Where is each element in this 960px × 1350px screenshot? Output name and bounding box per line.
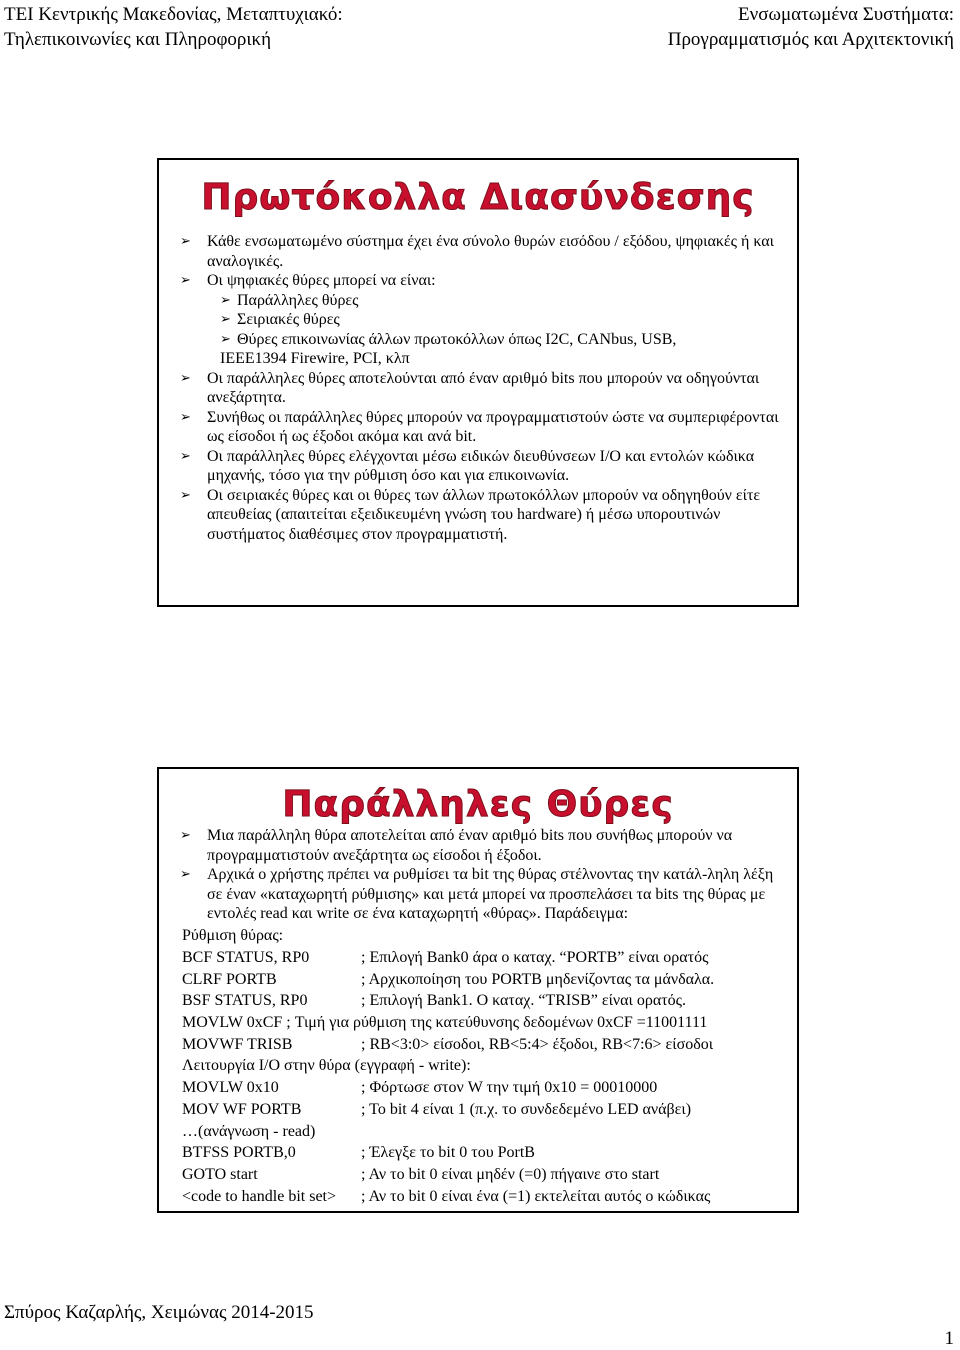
header-right-line1: Ενσωματωμένα Συστήματα: — [738, 4, 954, 25]
arrowhead-icon: ➢ — [180, 867, 191, 882]
arrowhead-icon: ➢ — [180, 370, 191, 386]
setup-label: Ρύθμιση θύρας: — [182, 926, 284, 944]
header-left-line1: ΤΕΙ Κεντρικής Μακεδονίας, Μεταπτυχιακό: — [4, 4, 343, 25]
slide-body — [177, 232, 791, 544]
code-line — [177, 1034, 791, 1056]
header-right — [668, 2, 954, 52]
footer-author: Σπύρος Καζαρλής, Χειμώνας 2014-2015 — [4, 1302, 314, 1323]
slide-title: Παράλληλες Θύρες — [282, 784, 674, 825]
header-left-line2: Τηλεπικοινωνίες και Πληροφορική — [4, 29, 272, 50]
bullet-item — [177, 865, 791, 924]
code-block — [177, 947, 791, 1207]
arrowhead-icon: ➢ — [220, 312, 231, 327]
bullet-item — [177, 486, 791, 545]
bullet-text: Οι ψηφιακές θύρες μπορεί να είναι: — [207, 272, 436, 289]
arrowhead-icon: ➢ — [180, 409, 191, 425]
io-label: Λειτουργία I/O στην θύρα (εγγραφή - write): — [182, 1057, 471, 1075]
sub-bullet-text: Σειριακές θύρες — [237, 311, 340, 328]
bullet-text: Οι παράλληλες θύρες αποτελούνται από έναν αριθμό bits που μπορούν να οδηγούνται ανεξάρτητα. — [207, 369, 760, 406]
code-line: MOVLW 0xCF ; Τιμή για ρύθμιση της κατεύθυνσης δεδομένων 0xCF =11001111 — [182, 1014, 708, 1032]
code-comment: ; Έλεγξε το bit 0 του PortB — [361, 1144, 535, 1162]
header-right-line2: Προγραμματισμός και Αρχιτεκτονική — [667, 29, 954, 50]
code-instruction: MOV WF PORTB — [182, 1100, 302, 1118]
code-comment: ; Αρχικοποίηση του PORTB μηδενίζοντας τα μάνδαλα. — [361, 970, 715, 988]
sub-bullet-text: Παράλληλες θύρες — [237, 291, 359, 309]
slide-body — [177, 826, 791, 1207]
arrowhead-icon: ➢ — [180, 487, 191, 503]
code-instruction: MOVWF TRISB — [182, 1035, 293, 1053]
code-instruction: BTFSS PORTB,0 — [182, 1144, 296, 1162]
arrowhead-icon: ➢ — [180, 828, 191, 843]
bullet-text: Οι σειριακές θύρες και οι θύρες των άλλων πρωτοκόλλων μπορούν να οδηγηθούν είτε απευθείας (απαιτείται εξειδικευμένη γνώση του hardware) ή μέσω υπορουτινών συστήματος διαθέσιμες στον προγραμματιστή. — [207, 486, 761, 543]
code-line — [177, 969, 791, 991]
bullet-item — [177, 447, 791, 486]
bullet-item — [177, 369, 791, 408]
sub-bullet-item — [177, 310, 791, 330]
code-line — [177, 1186, 791, 1208]
bullet-text: Κάθε ενσωματωμένο σύστημα έχει ένα σύνολο θυρών εισόδου / εξόδου, ψηφιακές ή και αναλογικές. — [207, 233, 774, 270]
code-comment: ; Το bit 4 είναι 1 (π.χ. το συνδεδεμένο LED ανάβει) — [361, 1100, 692, 1118]
bullet-item — [177, 232, 791, 271]
bullet-item — [177, 271, 791, 291]
bullet-text: Συνήθως οι παράλληλες θύρες μπορούν να προγραμματιστούν ώστε να συμπεριφέρονται ως είσοδοι ή ως έξοδοι ακόμα και ανά bit. — [207, 408, 779, 445]
code-comment: ; RB<3:0> είσοδοι, RB<5:4> έξοδοι, RB<7:6> είσοδοι — [361, 1035, 714, 1053]
code-instruction: CLRF PORTB — [182, 970, 277, 988]
code-line — [177, 1077, 791, 1099]
code-comment: ; Φόρτωσε στον W την τιμή 0x10 = 00010000 — [361, 1079, 658, 1097]
code-instruction: BCF STATUS, RP0 — [182, 949, 310, 966]
arrowhead-icon: ➢ — [180, 448, 191, 464]
header-left — [4, 2, 343, 52]
bullet-text: Αρχικά ο χρήστης πρέπει να ρυθμίσει τα bit της θύρας στέλνοντας την κατάλ-ληλη λέξη σε έναν «καταχωρητή ρύθμισης» και μετά μπορεί να προσπελάσει τα bits της θύρας με εντολές read και write σε ένα καταχωρητή «θύρας». Παράδειγμα: — [207, 866, 774, 922]
arrowhead-icon: ➢ — [180, 273, 191, 288]
read-label: …(ανάγνωση - read) — [182, 1122, 316, 1140]
code-comment: ; Επιλογή Bank0 άρα ο καταχ. “PORTB” είναι ορατός — [361, 949, 709, 966]
bullet-item — [177, 826, 791, 865]
slide-title: Πρωτόκολλα Διασύνδεσης — [201, 177, 755, 218]
arrowhead-icon: ➢ — [220, 292, 231, 308]
sub-bullet-continuation: IEEE1394 Firewire, PCI, κλπ — [220, 350, 410, 367]
code-instruction: <code to handle bit set> — [182, 1187, 337, 1205]
code-comment: ; Αν το bit 0 είναι μηδέν (=0) πήγαινε στο start — [361, 1165, 660, 1183]
code-line — [177, 1142, 791, 1164]
code-line — [177, 947, 791, 969]
bullet-item — [177, 408, 791, 447]
arrowhead-icon: ➢ — [220, 331, 231, 347]
slide-interface-protocols — [157, 158, 799, 607]
sub-bullet-item — [177, 291, 791, 311]
bullet-text: Οι παράλληλες θύρες ελέγχονται μέσω ειδικών διευθύνσεων I/O και εντολών κώδικα μηχανής, τόσο για την ρύθμιση όσο και για επικοινωνία. — [207, 447, 755, 484]
code-line — [177, 1164, 791, 1186]
arrowhead-icon: ➢ — [180, 234, 191, 249]
code-comment: ; Αν το bit 0 είναι ένα (=1) εκτελείται αυτός ο κώδικας — [361, 1187, 711, 1205]
slide-parallel-ports — [157, 767, 799, 1213]
sub-bullet-text: Θύρες επικοινωνίας άλλων πρωτοκόλλων όπως I2C, CANbus, USB, — [237, 330, 677, 348]
code-instruction: GOTO start — [182, 1165, 258, 1183]
code-line — [177, 990, 791, 1012]
code-line — [177, 1099, 791, 1121]
page-number: 1 — [944, 1328, 954, 1349]
code-comment: ; Επιλογή Bank1. Ο καταχ. “TRISB” είναι ορατός. — [361, 992, 686, 1010]
bullet-text: Μια παράλληλη θύρα αποτελείται από έναν αριθμό bits που συνήθως μπορούν να προγραμματιστούν ανεξάρτητα ως είσοδοι ή έξοδοι. — [207, 827, 733, 864]
sub-bullet-item — [177, 330, 791, 350]
code-instruction: MOVLW 0x10 — [182, 1079, 279, 1097]
code-instruction: BSF STATUS, RP0 — [182, 992, 308, 1010]
